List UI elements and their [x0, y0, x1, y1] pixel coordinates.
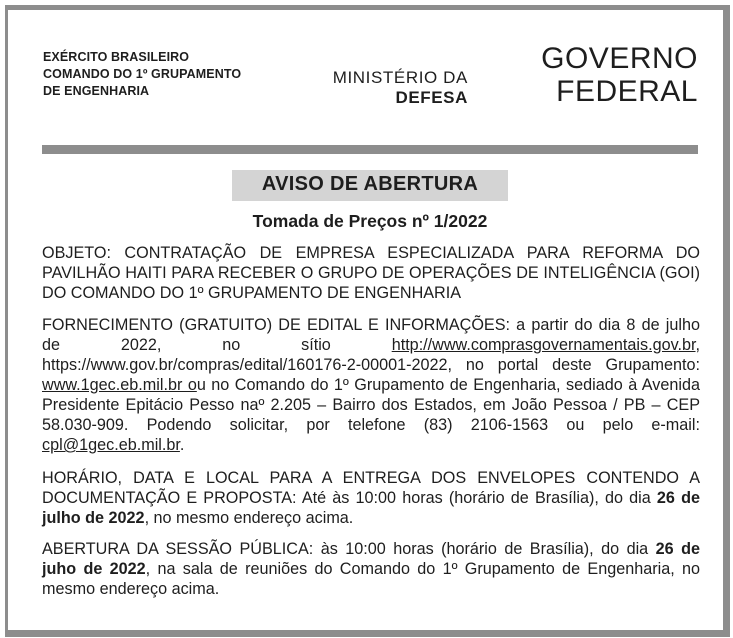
notice-subtitle: Tomada de Preços nº 1/2022	[252, 211, 488, 231]
abertura-text-1: ABERTURA DA SESSÃO PÚBLICA: às 10:00 horas (horário de Brasília), do dia	[42, 540, 656, 558]
org-line-2: COMANDO DO 1º GRUPAMENTO	[43, 67, 242, 81]
fornecimento-text-3: u no Comando do 1º Grupamento de Engenharia, sediado à Avenida Presidente Epitácio Pesso naº 2.205 – Bairro dos Estados, em João Pessoa / PB – CEP 58.030-909. Podendo solicitar, por telefone (83) 2106-1563 ou pelo e-mail:	[42, 376, 700, 434]
government-line-2: FEDERAL	[556, 75, 698, 108]
fornecimento-paragraph	[42, 315, 700, 455]
horario-text-1: HORÁRIO, DATA E LOCAL PARA A ENTREGA DOS ENVELOPES CONTENDO A DOCUMENTAÇÃO E PROPOSTA: Até às 10:00 horas (horário de Brasília), do dia	[42, 469, 700, 507]
government-line-1: GOVERNO	[541, 42, 698, 75]
abertura-date: 26 de juho de 2022	[42, 540, 700, 578]
fornecimento-text-4: .	[179, 436, 185, 454]
objeto-paragraph: OBJETO: CONTRATAÇÃO DE EMPRESA ESPECIALIZADA PARA REFORMA DO PAVILHÃO HAITI PARA RECEBER O GRUPO DE OPERAÇÕES DE INTELIGÊNCIA (GOI) DO COMANDO DO 1º GRUPAMENTO DE ENGENHARIA	[42, 244, 700, 302]
horario-date: 26 de julho de 2022	[42, 489, 700, 527]
government-logo	[500, 42, 698, 108]
horario-text-2: , no mesmo endereço acima.	[144, 509, 354, 527]
org-line-1: EXÉRCITO BRASILEIRO	[43, 50, 190, 64]
abertura-text-2: , na sala de reuniões do Comando do 1º Grupamento de Engenharia, no mesmo endereço acima.	[42, 560, 700, 598]
ministry-line-1: MINISTÉRIO DA	[332, 68, 468, 87]
comprasgovernamentais-link[interactable]: http://www.comprasgovernamentais.gov.br	[391, 336, 696, 354]
header-divider	[42, 145, 698, 154]
notice-title: AVISO DE ABERTURA	[261, 173, 479, 195]
org-line-3: DE ENGENHARIA	[43, 84, 150, 98]
fornecimento-text-2: , https://www.gov.br/compras/edital/160176-2-00001-2022, no portal deste Grupamento:	[42, 336, 700, 374]
organization-name	[43, 49, 241, 100]
email-link[interactable]: cpl@1gec.eb.mil.br	[42, 436, 180, 454]
ministry-logo	[318, 68, 468, 108]
abertura-paragraph	[42, 539, 700, 599]
horario-paragraph	[42, 468, 700, 528]
fornecimento-text-1: FORNECIMENTO (GRATUITO) DE EDITAL E INFORMAÇÕES: a partir do dia 8 de julho de 2022, no sítio	[42, 316, 700, 354]
ministry-line-2: DEFESA	[395, 88, 468, 107]
grupamento-portal-link[interactable]: www.1gec.eb.mil.br o	[42, 376, 197, 394]
